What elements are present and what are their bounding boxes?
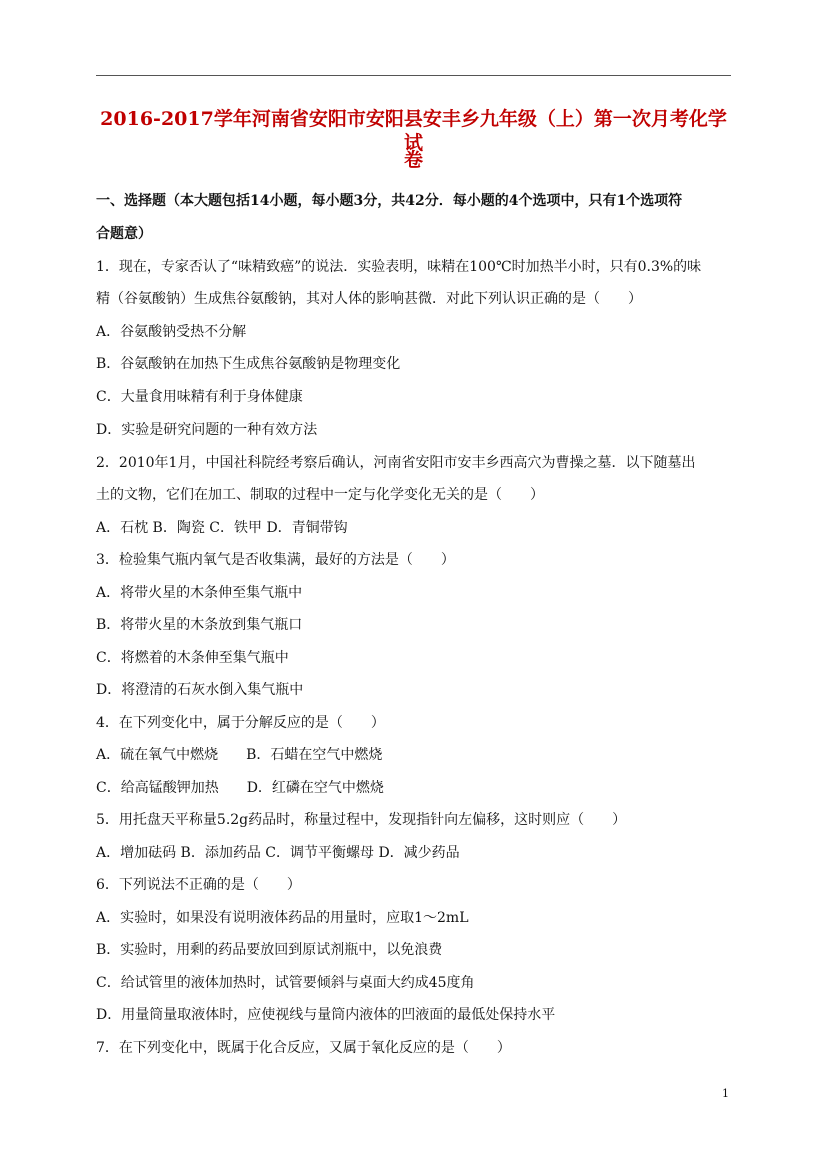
document-title-line-1: 2016-2017学年河南省安阳市安阳县安丰乡九年级（上）第一次月考化学试 <box>100 108 727 154</box>
question-1-option-a: A．谷氨酸钠受热不分解 <box>96 324 247 340</box>
section-heading-line-1: 一、选择题（本大题包括14小题，每小题3分，共42分．每小题的4个选项中，只有1个选项符 <box>96 193 683 209</box>
question-5-options: A．增加砝码 B．添加药品 C．调节平衡螺母 D．减少药品 <box>96 845 460 861</box>
section-heading-line-2: 合题意） <box>96 226 152 242</box>
question-1-option-d: D．实验是研究问题的一种有效方法 <box>96 422 318 438</box>
document-title-line-2: 卷 <box>403 149 423 171</box>
question-3-option-d: D．将澄清的石灰水倒入集气瓶中 <box>96 682 304 698</box>
question-4-options-ab: A．硫在氧气中燃烧 B．石蜡在空气中燃烧 <box>96 747 383 763</box>
question-3-option-a: A．将带火星的木条伸至集气瓶中 <box>96 585 303 601</box>
page-number: 1 <box>722 1087 729 1100</box>
question-2-options: A．石枕 B．陶瓷 C．铁甲 D．青铜带钩 <box>96 520 348 536</box>
question-5-stem: 5．用托盘天平称量5.2g药品时，称量过程中，发现指针向左偏移，这时则应（ ） <box>96 812 627 828</box>
question-2-stem-line-2: 土的文物，它们在加工、制取的过程中一定与化学变化无关的是（ ） <box>96 487 544 503</box>
question-7-stem: 7．在下列变化中，既属于化合反应，又属于氧化反应的是（ ） <box>96 1040 511 1056</box>
question-3-option-c: C．将燃着的木条伸至集气瓶中 <box>96 650 289 666</box>
question-1-option-c: C．大量食用味精有利于身体健康 <box>96 389 303 405</box>
question-6-option-b: B．实验时，用剩的药品要放回到原试剂瓶中，以免浪费 <box>96 942 443 958</box>
question-2-stem-line-1: 2．2010年1月，中国社科院经考察后确认，河南省安阳市安丰乡西高穴为曹操之墓．以下随墓出 <box>96 455 696 471</box>
question-3-stem: 3．检验集气瓶内氧气是否收集满，最好的方法是（ ） <box>96 552 455 568</box>
question-1-stem-line-1: 1．现在，专家否认了“味精致癌”的说法．实验表明，味精在100℃时加热半小时，只有0.3%的味 <box>96 259 702 275</box>
header-rule <box>96 75 731 76</box>
question-4-options-cd: C．给高锰酸钾加热 D．红磷在空气中燃烧 <box>96 780 384 796</box>
question-6-option-d: D．用量筒量取液体时，应使视线与量筒内液体的凹液面的最低处保持水平 <box>96 1007 556 1023</box>
question-4-stem: 4．在下列变化中，属于分解反应的是（ ） <box>96 715 385 731</box>
question-6-option-a: A．实验时，如果没有说明液体药品的用量时，应取1～2mL <box>96 910 469 926</box>
question-1-option-b: B．谷氨酸钠在加热下生成焦谷氨酸钠是物理变化 <box>96 356 401 372</box>
question-6-stem: 6．下列说法不正确的是（ ） <box>96 877 301 893</box>
question-1-stem-line-2: 精（谷氨酸钠）生成焦谷氨酸钠，其对人体的影响甚微．对此下列认识正确的是（ ） <box>96 291 642 307</box>
question-3-option-b: B．将带火星的木条放到集气瓶口 <box>96 617 303 633</box>
question-6-option-c: C．给试管里的液体加热时，试管要倾斜与桌面大约成45度角 <box>96 975 475 991</box>
